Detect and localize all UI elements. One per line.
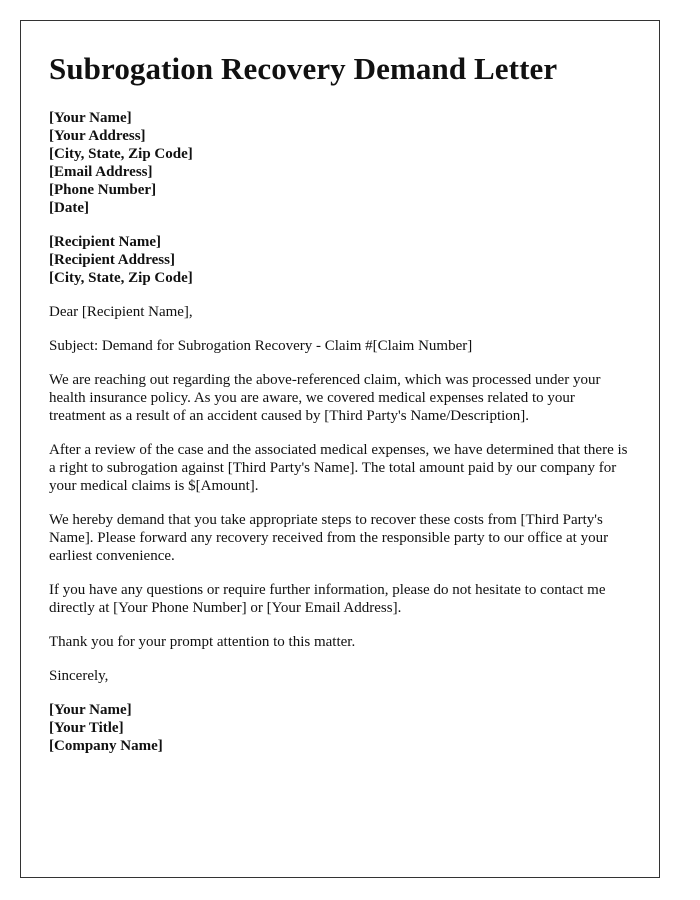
signature-company: [Company Name] xyxy=(49,738,163,754)
recipient-name: [Recipient Name] xyxy=(49,234,162,250)
subject-line: Subject: Demand for Subrogation Recovery - Claim #[Claim Number] xyxy=(49,338,473,354)
closing: Sincerely, xyxy=(49,668,109,684)
recipient-block xyxy=(49,233,631,287)
sender-city-state-zip: [City, State, Zip Code] xyxy=(49,146,193,162)
sender-phone: [Phone Number] xyxy=(49,182,157,198)
recipient-city-state-zip: [City, State, Zip Code] xyxy=(49,270,193,286)
recipient-address: [Recipient Address] xyxy=(49,252,175,268)
body-paragraph-claim: We are reaching out regarding the above-referenced claim, which was processed under your health insurance policy. As you are aware, we covered medical expenses related to your treatment as a result of an accident caused by [Third Party's Name/Description]. xyxy=(49,372,601,424)
body-paragraph-thanks: Thank you for your prompt attention to this matter. xyxy=(49,634,356,650)
page-title: Subrogation Recovery Demand Letter xyxy=(49,51,558,86)
letter-date: [Date] xyxy=(49,200,89,216)
body-paragraph-demand: We hereby demand that you take appropriate steps to recover these costs from [Third Party's Name]. Please forward any recovery received from the responsible party to our office at your earliest convenience. xyxy=(49,512,609,564)
sender-block xyxy=(49,109,631,217)
sender-address: [Your Address] xyxy=(49,128,146,144)
sender-email: [Email Address] xyxy=(49,164,153,180)
body-paragraph-subrogation: After a review of the case and the associated medical expenses, we have determined that there is a right to subrogation against [Third Party's Name]. The total amount paid by our company for your medical claims is $[Amount]. xyxy=(49,442,628,494)
letter-page xyxy=(20,20,660,878)
signature-title: [Your Title] xyxy=(49,720,124,736)
salutation: Dear [Recipient Name], xyxy=(49,304,193,320)
body-paragraph-contact: If you have any questions or require further information, please do not hesitate to contact me directly at [Your Phone Number] or [Your Email Address]. xyxy=(49,582,606,616)
signature-block xyxy=(49,701,631,755)
sender-name: [Your Name] xyxy=(49,110,132,126)
signature-name: [Your Name] xyxy=(49,702,132,718)
